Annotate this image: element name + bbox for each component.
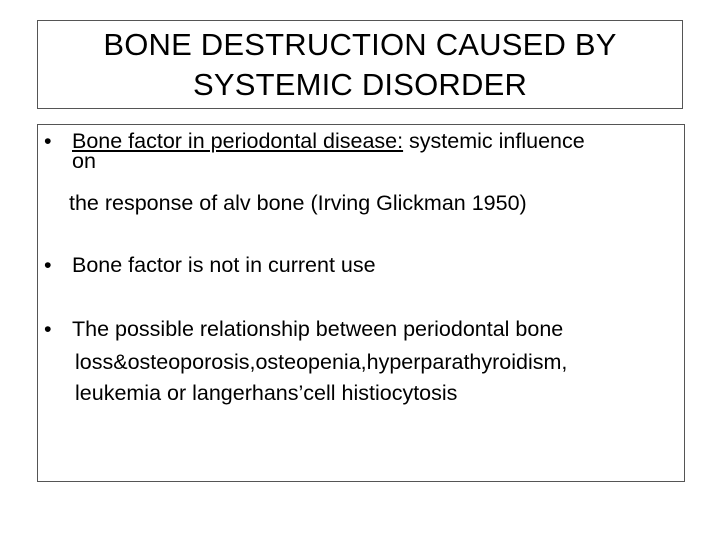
bullet-3-line-2: loss&osteoporosis,osteopenia,hyperparathyroidism, (75, 350, 568, 374)
bullet-point-icon: • (44, 129, 52, 153)
bullet-point-icon: • (44, 253, 52, 277)
bullet-3-line-1: The possible relationship between periodontal bone (72, 317, 564, 341)
bullet-1-line-3: the response of alv bone (Irving Glickman 1950) (69, 191, 527, 215)
slide-title (103, 25, 616, 105)
bullet-1-line-2: on (72, 149, 96, 173)
slide-content-box (37, 124, 685, 482)
slide-title-line-1: BONE DESTRUCTION CAUSED BY (103, 26, 617, 62)
bullet-1-underlined-lead: Bone factor in periodontal disease: (72, 129, 404, 153)
bullet-1-line-1-rest: systemic influence (403, 129, 585, 153)
slide-title-box (37, 20, 683, 109)
bullet-2-text: Bone factor is not in current use (72, 253, 376, 277)
bullet-3-line-3: leukemia or langerhans’cell histiocytosis (75, 381, 458, 405)
bullet-point-icon: • (44, 317, 52, 341)
slide-title-line-2: SYSTEMIC DISORDER (192, 66, 528, 102)
bullet-1-line-1 (72, 129, 585, 154)
